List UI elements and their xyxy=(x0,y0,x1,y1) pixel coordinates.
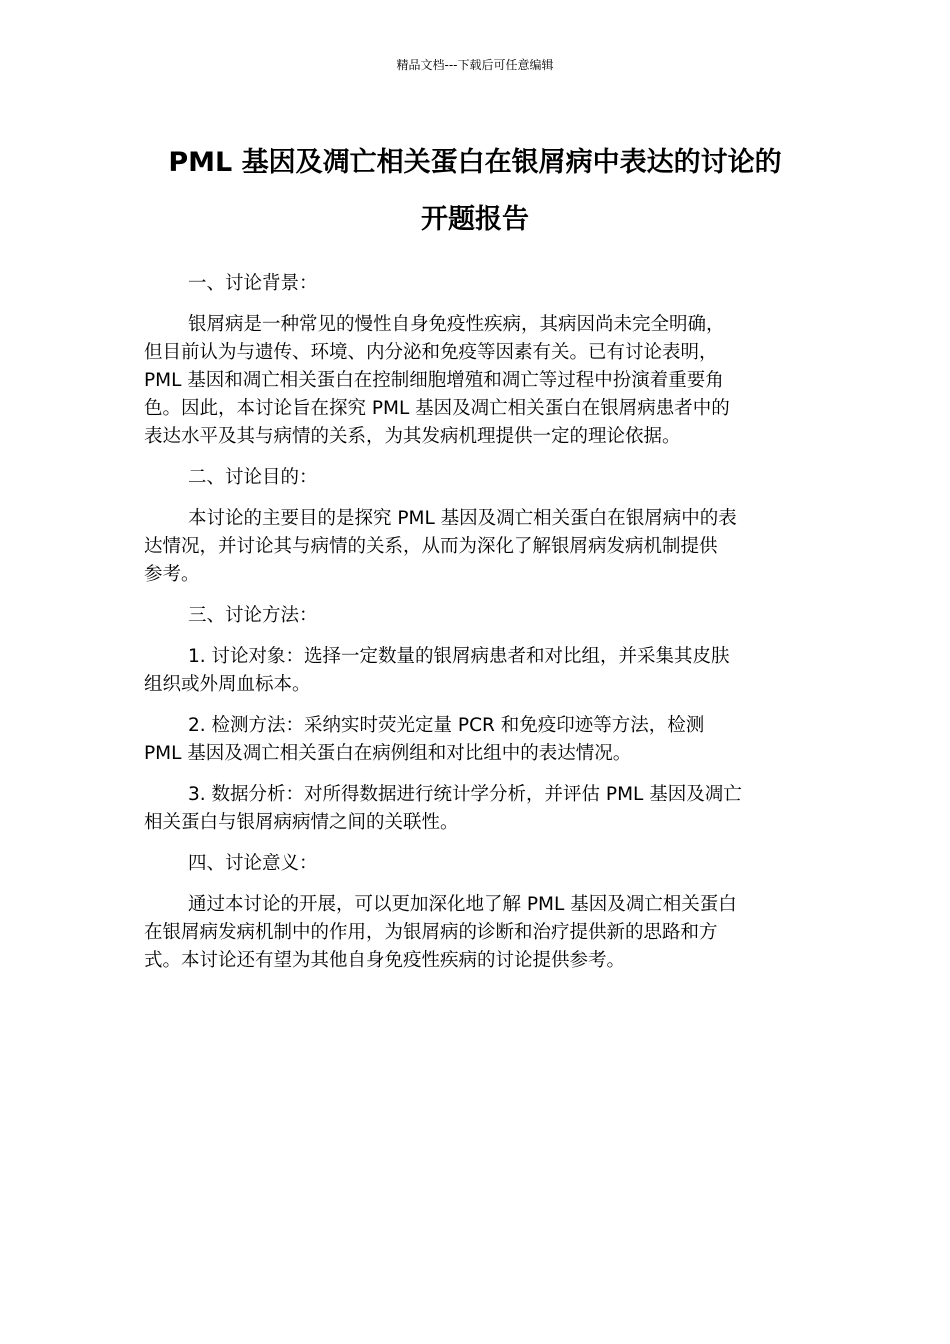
paragraph-purpose xyxy=(144,505,810,589)
text-line: 在银屑病发病机制中的作用，为银屑病的诊断和治疗提供新的思路和方 xyxy=(144,922,718,943)
text-line: 2. 检测方法：采纳实时荧光定量 PCR 和免疫印迹等方法，检测 xyxy=(188,715,705,736)
document-body xyxy=(144,270,810,988)
text-line: 相关蛋白与银屑病病情之间的关联性。 xyxy=(144,812,459,833)
text-line: 1. 讨论对象：选择一定数量的银屑病患者和对比组，并采集其皮肤 xyxy=(188,646,730,667)
paragraph-method-subjects xyxy=(144,643,810,699)
page-header: 精品文档---下载后可任意编辑 xyxy=(396,58,554,72)
paragraph-method-detection xyxy=(144,712,810,768)
document-title xyxy=(120,134,830,248)
text-line: 式。本讨论还有望为其他自身免疫性疾病的讨论提供参考。 xyxy=(144,950,626,971)
section-heading-methods: 三、讨论方法： xyxy=(188,605,318,626)
text-line: PML 基因及凋亡相关蛋白在病例组和对比组中的表达情况。 xyxy=(144,743,632,764)
text-line: 表达水平及其与病情的关系，为其发病机理提供一定的理论依据。 xyxy=(144,426,681,447)
text-line: 但目前认为与遗传、环境、内分泌和免疫等因素有关。已有讨论表明， xyxy=(144,342,718,363)
paragraph-significance xyxy=(144,891,810,975)
title-line-2: 开题报告 xyxy=(421,204,529,235)
title-line-1: PML 基因及凋亡相关蛋白在银屑病中表达的讨论的 xyxy=(168,147,782,178)
text-line: 色。因此，本讨论旨在探究 PML 基因及凋亡相关蛋白在银屑病患者中的 xyxy=(144,398,730,419)
paragraph-background xyxy=(144,311,810,451)
paragraph-method-analysis xyxy=(144,781,810,837)
section-heading-significance: 四、讨论意义： xyxy=(188,853,318,874)
text-line: 参考。 xyxy=(144,564,200,585)
text-line: 本讨论的主要目的是探究 PML 基因及凋亡相关蛋白在银屑病中的表 xyxy=(188,508,737,529)
text-line: 通过本讨论的开展，可以更加深化地了解 PML 基因及凋亡相关蛋白 xyxy=(188,894,737,915)
text-line: 达情况，并讨论其与病情的关系，从而为深化了解银屑病发病机制提供 xyxy=(144,536,718,557)
section-heading-purpose: 二、讨论目的： xyxy=(188,467,318,488)
text-line: 组织或外周血标本。 xyxy=(144,674,311,695)
text-line: 银屑病是一种常见的慢性自身免疫性疾病，其病因尚未完全明确， xyxy=(188,314,725,335)
text-line: 3. 数据分析：对所得数据进行统计学分析，并评估 PML 基因及凋亡 xyxy=(188,784,742,805)
section-heading-background: 一、讨论背景： xyxy=(188,273,318,294)
text-line: PML 基因和凋亡相关蛋白在控制细胞增殖和凋亡等过程中扮演着重要角 xyxy=(144,370,724,391)
